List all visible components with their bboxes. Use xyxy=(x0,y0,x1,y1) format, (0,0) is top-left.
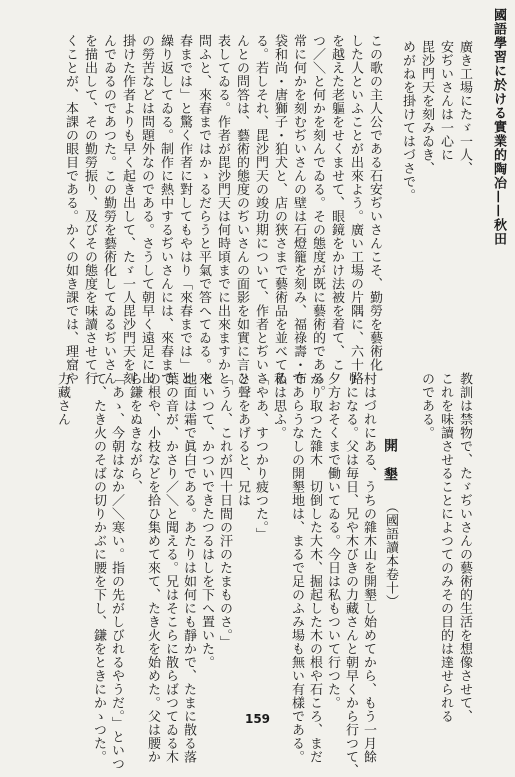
story-column: 「うん、これが四十日間の汗のたまものさ。」 xyxy=(217,372,232,649)
text-column: 春までは」と驚く作者に對してもやはり「來春までは」と xyxy=(177,34,192,385)
text-column: 教訓は禁物で、たゞぢいさんの藝術的生活を想像させて、 xyxy=(457,372,472,723)
story-column: 夕方おそくまで働いてゐる。今日は私もついて行つた。 xyxy=(325,372,340,710)
text-column: のである。 xyxy=(419,372,434,440)
story-column: りになる。父は毎日、兄や木びきの力藏さんと朝早くから行つて、 xyxy=(343,372,358,777)
story-column: 「やあ、すつかり疲つた。」 xyxy=(253,372,268,541)
story-column: 地面は霜で眞白である。あたりは如何にも靜かで、たまに散る落 xyxy=(181,372,196,764)
text-column: この歌の主人公である石安ぢいさんこそ、勤勞を藝術化 xyxy=(367,34,382,372)
text-column: 袋和尚・唐獅子・狛犬と、店の狹さまで藝術品を並べてゐ xyxy=(272,34,287,385)
poem-line: 毘沙門天を刻みゐき、 xyxy=(419,40,434,175)
text-column: 常に何かを刻むぢいさんの壁は石燈籠を刻み、福祿壽・布 xyxy=(291,34,306,385)
story-column: ら鎌をぬきながら、 xyxy=(127,372,142,494)
text-column: した人といふことが出來よう。廣い工場の片隅に、六十路 xyxy=(348,34,363,385)
text-column: つ／＼と何かを刻んでゐる。その態度が既に藝術的である。 xyxy=(310,34,325,399)
story-column: 力藏さん xyxy=(55,372,70,426)
lesson-title: 開 墾 xyxy=(382,438,398,482)
text-column: 掛けた作者よりも早く起き出して、たゞ一人毘沙門天を刻 xyxy=(120,34,135,385)
text-column: を描出して、その勤勞振り、及びその態度を味讀させて行 xyxy=(82,34,97,385)
text-column: 表してゐる。作者が毘沙門天は何時頃までに出來ますかと xyxy=(215,34,230,385)
text-column: る。若しそれ、毘沙門天の竣功期について、作者とぢいさ xyxy=(253,34,268,385)
text-column: 問ふと、來春まではかゝるだらうと平氣で答へてゐる。來 xyxy=(196,34,211,385)
story-column: 村はづれにある、うちの雜木山を開墾し始めてから、もう一月餘 xyxy=(361,372,376,764)
story-column: 私は思ふ。 xyxy=(271,372,286,440)
story-column: と聲をあげると、兄は xyxy=(235,372,250,507)
poem-line: 安ぢいさんは一心に xyxy=(438,40,453,162)
story-column: 「あゝ、今朝はなか／＼寒い。指の先がしびれるやうだ。」といつ xyxy=(109,372,124,771)
text-column: 繰り返してゐる。制作に熱中するぢいさんには、來春まで xyxy=(158,34,173,385)
story-column: 葉の音が、かさり／＼と聞える。兄はそこらに散らばつてゐる木 xyxy=(163,372,178,764)
story-column: であらうなしの開墾地は、まるで足のふみ場も無い有樣である。 xyxy=(289,372,304,764)
story-column: かり取つた雜木 切倒した大木、掘起した木の根や石ころ、まだ xyxy=(307,372,322,764)
text-column: んでゐるのであつた。この勤勞を藝術化してゐるぢいさん xyxy=(101,34,116,385)
poem-line: 廣き工場にたゞ一人、 xyxy=(457,40,472,175)
text-column: んとの問答は、藝術的態度のぢいさんの面影を如實に言ひ xyxy=(234,34,249,385)
running-header: 國語學習に於ける實業的陶冶——秋田 xyxy=(491,8,506,246)
text-column: くことが、本課の眼目である。かくの如き課では、理窟や xyxy=(63,34,78,385)
story-column: て、たき火のそばの切りかぶに腰を下し、鎌をときにかゝつた。 xyxy=(91,372,106,764)
text-column: これを味讀させることによつてのみその目的は達せられる xyxy=(438,372,453,723)
text-column: の勞苦などは問題外なのである。さうして朝早く遠足に出 xyxy=(139,34,154,385)
story-column: といつて、かついできたつるはしを下へ置いた。 xyxy=(199,372,214,669)
story-column: の根や、小枝などを拾ひ集めて來て、たき火を始めた。父は腰か xyxy=(145,372,160,764)
lesson-source: （國語讀本卷十） xyxy=(383,500,398,608)
page-number: 159 xyxy=(244,712,271,726)
text-column: を越えた老軀をせくませて、眼鏡をかけ法被を着て、こ xyxy=(329,34,344,372)
poem-line: めがねを掛けてはづさで。 xyxy=(400,40,415,202)
